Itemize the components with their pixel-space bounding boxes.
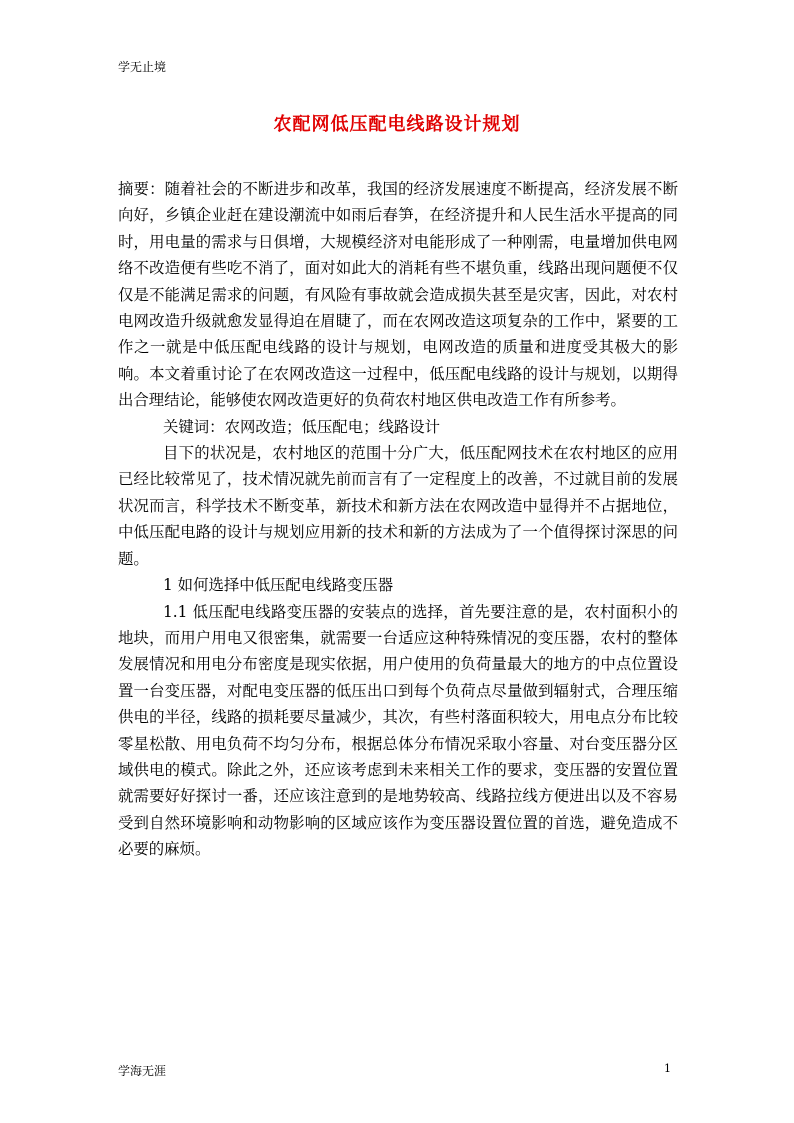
section-heading-1: 1 如何选择中低压配电线路变压器 bbox=[163, 576, 394, 595]
intro-paragraph: 目下的状况是，农村地区的范围十分广大，低压配网技术在农村地区的应用已经比较常见了，技术情况就先前而言有了一定程度上的改善，不过就目前的发展状况而言，科学技术不断变革，新技术和新方法在农网改造中显得并不占据地位，中低压配电路的设计与规划应用新的技术和新的方法成为了一个值得探讨深思的问题。 bbox=[118, 444, 678, 568]
keywords-paragraph: 关键词：农网改造；低压配电；线路设计 bbox=[163, 417, 441, 436]
document-body bbox=[118, 176, 678, 863]
section-1-1-paragraph: 1.1 低压配电线路变压器的安装点的选择，首先要注意的是，农村面积小的地块，而用户用电又很密集，就需要一台适应这种特殊情况的变压器，农村的整体发展情况和用电分布密度是现实依据，用户使用的负荷量最大的地方的中点位置设置一台变压器，对配电变压器的低压出口到每个负荷点尽量做到辐射式，合理压缩供电的半径，线路的损耗要尽量减少，其次，有些村落面积较大，用电点分布比较零星松散、用电负荷不均匀分布，根据总体分布情况采取小容量、对台变压器分区域供电的模式。除此之外，还应该考虑到未来相关工作的要求，变压器的安置位置就需要好好探讨一番，还应该注意到的是地势较高、线路拉线方便进出以及不容易受到自然环境影响和动物影响的区域应该作为变压器设置位置的首选，避免造成不必要的麻烦。 bbox=[118, 602, 678, 859]
page-footer: 学海无涯 bbox=[118, 1064, 167, 1078]
abstract-paragraph: 摘要：随着社会的不断进步和改革，我国的经济发展速度不断提高，经济发展不断向好，乡镇企业赶在建设潮流中如雨后春笋，在经济提升和人民生活水平提高的同时，用电量的需求与日俱增，大规模经济对电能形成了一种刚需，电量增加供电网络不改造便有些吃不消了，面对如此大的消耗有些不堪负重，线路出现问题便不仅仅是不能满足需求的问题，有风险有事故就会造成损失甚至是灾害，因此，对农村电网改造升级就愈发显得迫在眉睫了，而在农网改造这项复杂的工作中，紧要的工作之一就是中低压配电线路的设计与规划，电网改造的质量和进度受其极大的影响。本文着重讨论了在农网改造这一过程中，低压配电线路的设计与规划，以期得出合理结论，能够使农网改造更好的负荷农村地区供电改造工作有所参考。 bbox=[118, 180, 678, 410]
page-number: 1 bbox=[664, 1062, 671, 1075]
document-title: 农配网低压配电线路设计规划 bbox=[273, 114, 521, 135]
page-header: 学无止境 bbox=[118, 60, 167, 74]
